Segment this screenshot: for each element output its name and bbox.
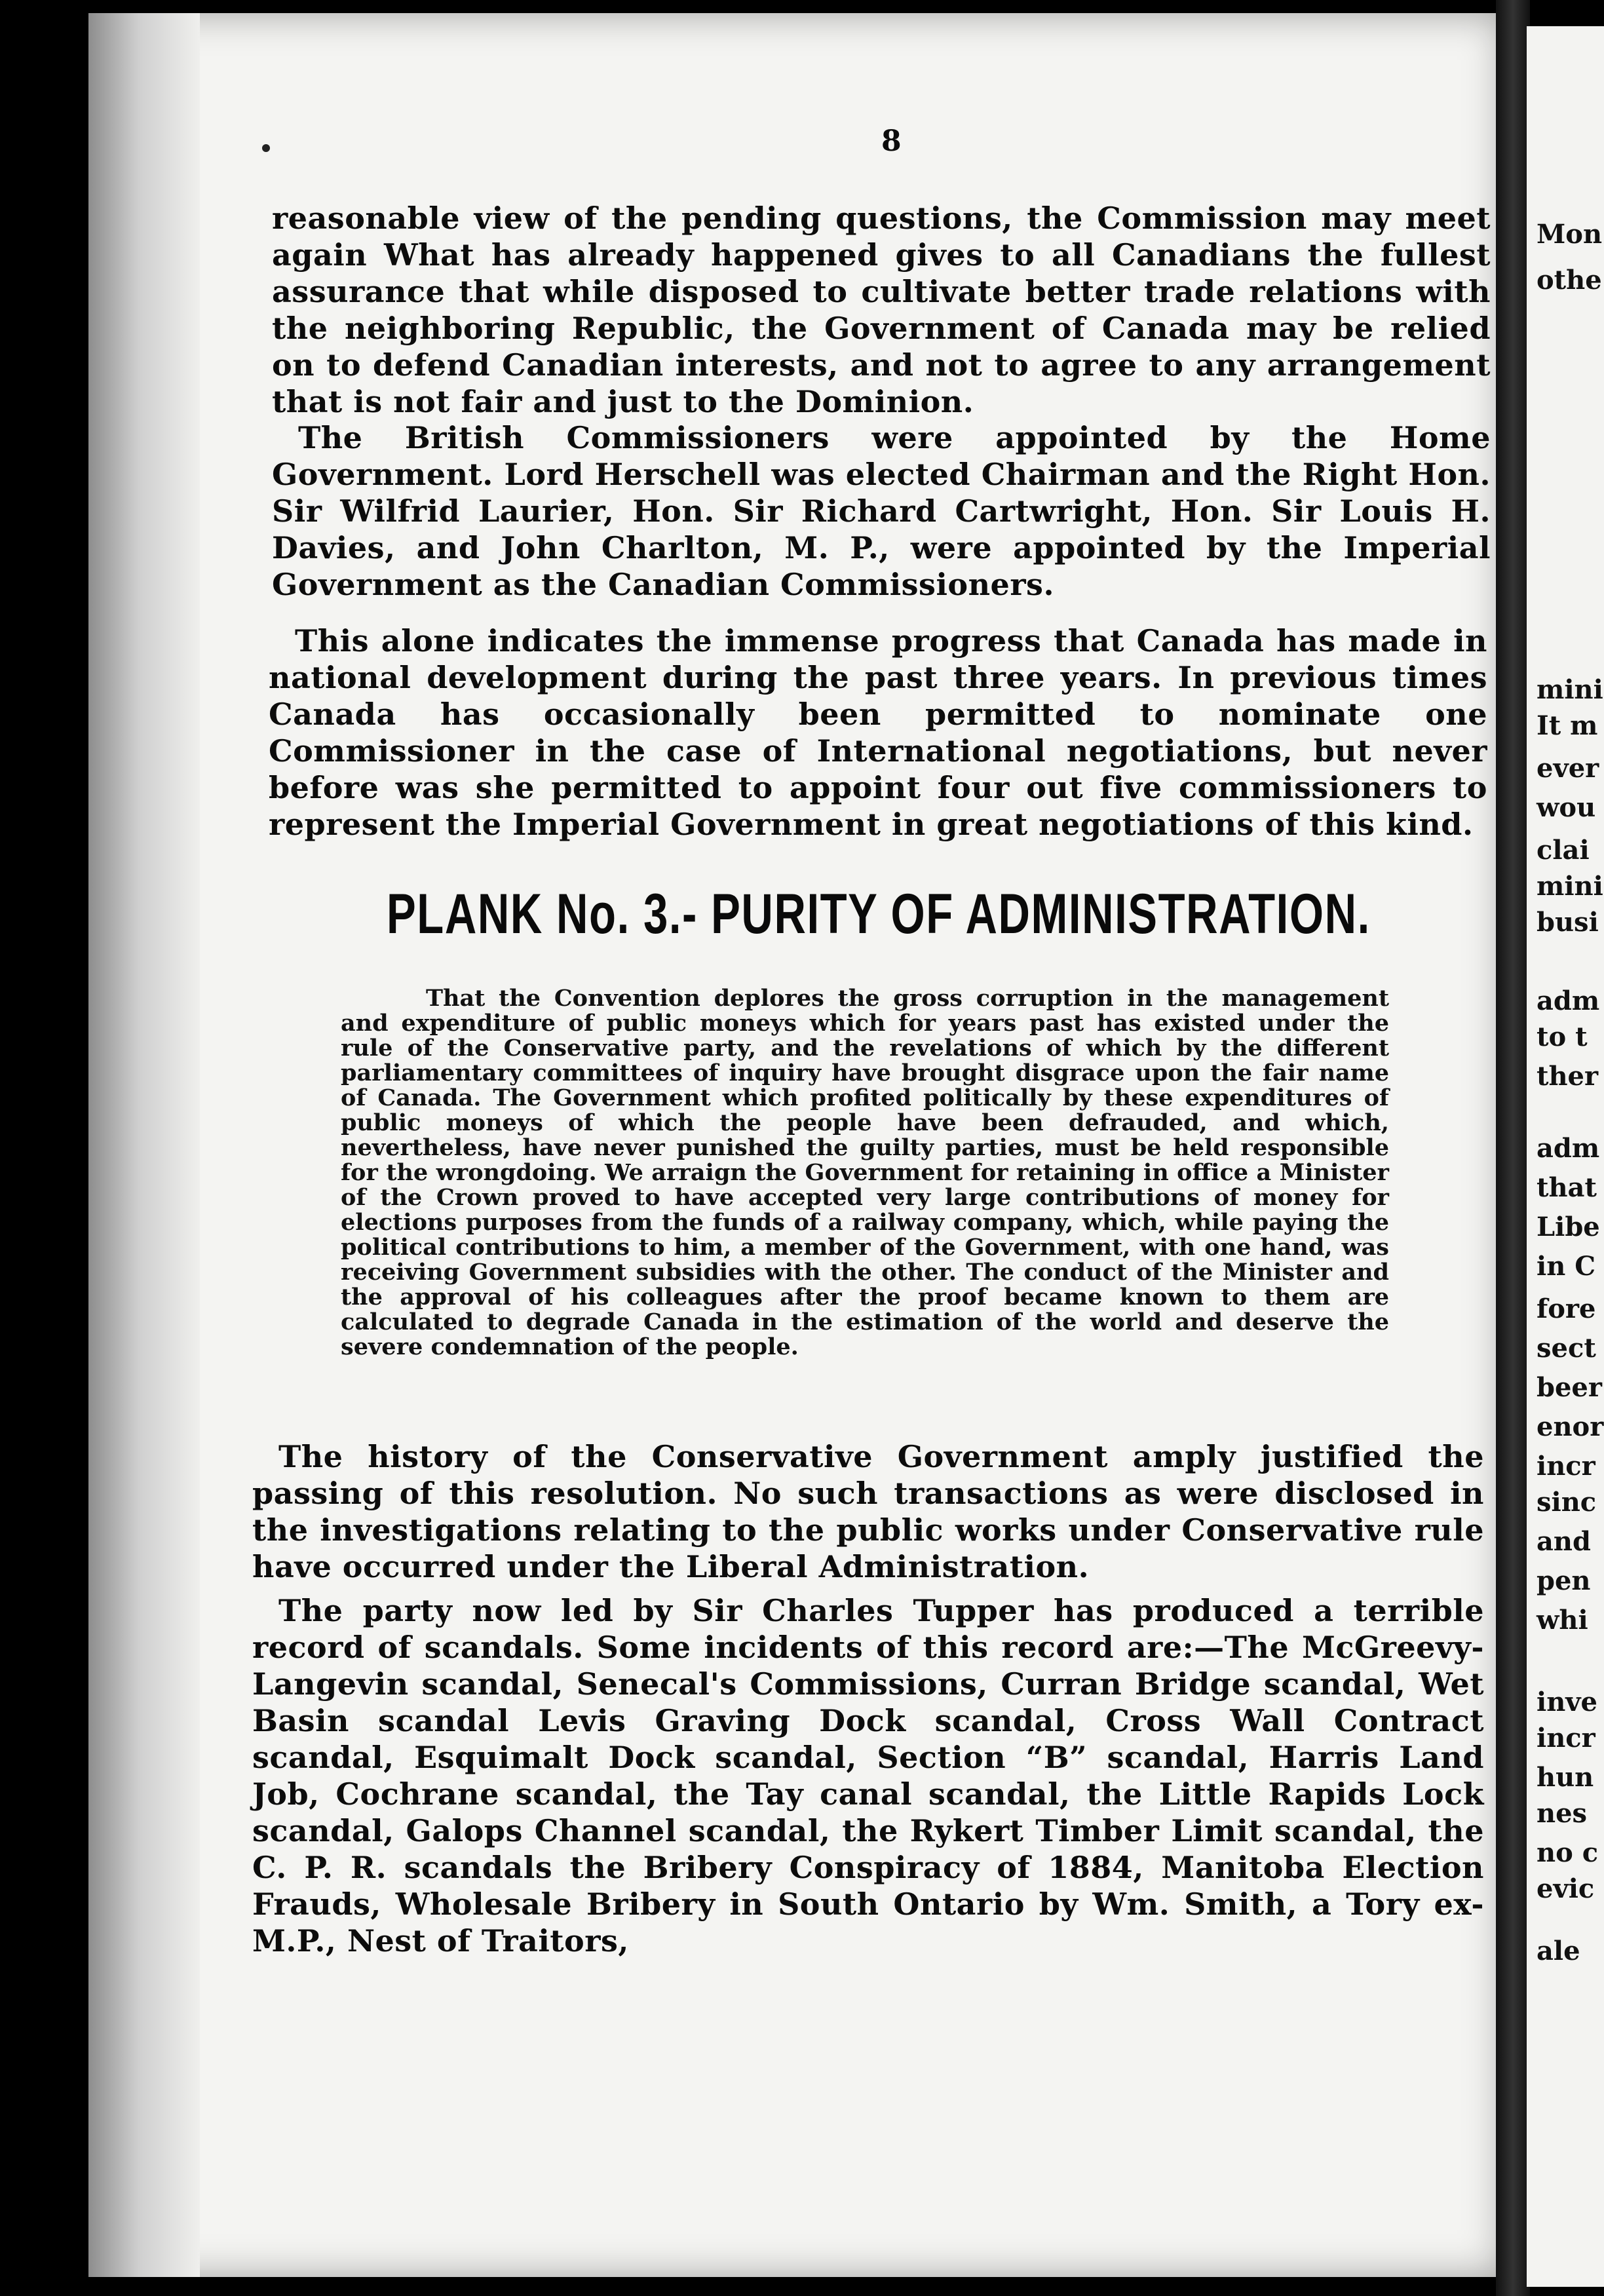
adjacent-page-word: enor xyxy=(1537,1411,1604,1442)
paragraph-british-commissioners: The British Commissioners were appointed by the Home Government. Lord Herschell was elected Chairman and the Right Hon. Sir Wilfrid Laurier, Hon. Sir Richard Cartwright, Hon. Sir Louis H. Davies, and John Charlton, M. P., were appointed by the Imperial Government as the Canadian Commissioners. xyxy=(272,420,1491,602)
adjacent-page-word: nes xyxy=(1537,1798,1588,1829)
ink-speck xyxy=(262,144,270,152)
adjacent-page-word: incr xyxy=(1537,1723,1595,1753)
adjacent-page-word: adm xyxy=(1537,985,1600,1016)
adjacent-page-word: ever xyxy=(1537,753,1599,784)
adjacent-page-word: mini xyxy=(1537,674,1603,705)
section-heading: PLANK No. 3.- PURITY OF ADMINISTRATION. xyxy=(387,883,1371,946)
paragraph-scandals-record: The party now led by Sir Charles Tupper has produced a terrible record of scandals. Some incidents of this record are:—The McGreevy-Langevin scandal, Senecal's Commissions, Curran Bridge scandal, Wet Basin scandal Levis Graving Dock scandal, Cross Wall Contract scandal, Esquimalt Dock scandal, Section “B” scandal, Harris Land Job, Cochrane scandal, the Tay canal scandal, the Little Rapids Lock scandal, Galops Channel scandal, the Rykert Timber Limit scandal, the C. P. R. scandals the Bribery Conspiracy of 1884, Manitoba Election Frauds, Wholesale Bribery in South Ontario by Wm. Smith, a Tory ex-M.P., Nest of Traitors, xyxy=(252,1593,1484,1959)
adjacent-page-word: It m xyxy=(1537,710,1598,741)
adjacent-page-word: adm xyxy=(1537,1133,1600,1164)
paragraph-conservative-history: The history of the Conservative Government amply justified the passing of this resolution. No such transactions as were disclosed in the investigations relating to the public works under Conservative rule have occurred under the Liberal Administration. xyxy=(252,1439,1484,1584)
adjacent-page-word: ale xyxy=(1537,1936,1580,1966)
adjacent-page-word: wou xyxy=(1537,792,1596,823)
adjacent-page-word: Libe xyxy=(1537,1212,1600,1242)
convention-resolution-text: That the Convention deplores the gross corruption in the management and expenditure of public moneys which for years past has existed under the rule of the Conservative party, and the revelations of which by the different parliamentary committees of inquiry have brought disgrace upon the fair name of Canada. The Government which profited politically by these expenditures of public moneys of which the people have been defrauded, and which, nevertheless, have never punished the guilty parties, must be held responsible for the wrongdoing. We arraign the Government for retaining in office a Minister of the Crown proved to have accepted very large contributions of money for elections purposes from the funds of a railway company, which, while paying the political contributions to him, a member of the Government, with one hand, was receiving Government subsidies with the other. The conduct of the Minister and the approval of his colleagues after the proof became known to them are calculated to degrade Canada in the estimation of the world and deserve the severe condemnation of the people. xyxy=(341,985,1389,1360)
adjacent-page-word: no c xyxy=(1537,1837,1599,1868)
adjacent-page-word: that xyxy=(1537,1172,1597,1203)
page-number: 8 xyxy=(881,124,902,158)
adjacent-page-word: hun xyxy=(1537,1762,1594,1793)
paragraph-commission-meeting: reasonable view of the pending questions, the Commission may meet again What has already happened gives to all Canadians the fullest assurance that while disposed to cultivate better trade relations with the neighboring Republic, the Government of Canada may be relied on to defend Canadian interests, and not to agree to any arrangement that is not fair and just to the Dominion. xyxy=(272,201,1491,419)
adjacent-page-word: othe xyxy=(1537,265,1602,296)
adjacent-page-word: beer xyxy=(1537,1372,1602,1403)
adjacent-page-word: mini xyxy=(1537,871,1603,902)
adjacent-page-word: inve xyxy=(1537,1687,1597,1717)
adjacent-page-word: evic xyxy=(1537,1873,1595,1904)
adjacent-page-word: sect xyxy=(1537,1333,1596,1364)
adjacent-page-word: busi xyxy=(1537,907,1599,938)
page-curl-shadow xyxy=(88,13,200,2277)
adjacent-page-word: pen xyxy=(1537,1565,1591,1596)
adjacent-page-word: to t xyxy=(1537,1022,1588,1052)
adjacent-page-word: whi xyxy=(1537,1605,1588,1636)
adjacent-page-word: incr xyxy=(1537,1451,1595,1482)
adjacent-page-word: and xyxy=(1537,1526,1591,1557)
adjacent-page-word: clai xyxy=(1537,835,1590,866)
adjacent-page-word: Mon xyxy=(1537,219,1603,250)
adjacent-page-word: sinc xyxy=(1537,1487,1597,1518)
adjacent-page-word: in C xyxy=(1537,1251,1596,1282)
adjacent-page-word: fore xyxy=(1537,1293,1596,1324)
adjacent-page-word: ther xyxy=(1537,1061,1599,1092)
book-gutter xyxy=(1496,0,1530,2296)
paragraph-national-development: This alone indicates the immense progress that Canada has made in national development during the past three years. In previous times Canada has occasionally been permitted to nominate one Commissioner in the case of International negotiations, but never before was she permitted to appoint four out five commissioners to represent the Imperial Government in great negotiations of this kind. xyxy=(269,623,1487,842)
